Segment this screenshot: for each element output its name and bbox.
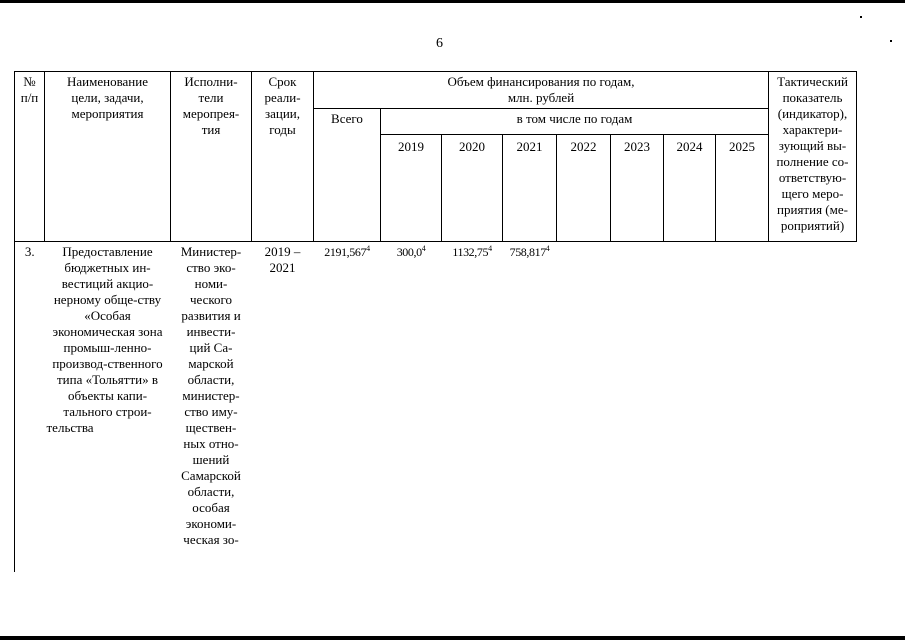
header-year-2023: 2023 [611, 135, 664, 242]
header-financing: Объем финансирования по годам, млн. рублей [314, 72, 769, 109]
page-top-border [0, 0, 905, 3]
row-2019-value: 300,0 [396, 245, 422, 259]
page-bottom-border [0, 636, 905, 640]
financing-table [14, 71, 857, 572]
row-2022 [557, 242, 611, 572]
row-2021-note: 4 [545, 244, 550, 253]
scan-speck [890, 40, 892, 42]
header-year-2022: 2022 [557, 135, 611, 242]
row-2019 [381, 242, 442, 572]
row-total [314, 242, 381, 572]
row-2021 [503, 242, 557, 572]
header-row-1 [15, 72, 857, 109]
row-executors: Министер- ство эко- номи- ческого развития и инвести- ций Са- марской области, министер- ство иму- ществен- ных отно- шений Самарской области, особая экономи- ческая зо- [180, 244, 242, 547]
header-year-2025: 2025 [716, 135, 769, 242]
row-2025 [716, 242, 769, 572]
header-name: Наименование цели, задачи, мероприятия [45, 72, 171, 242]
header-by-year: в том числе по годам [381, 109, 769, 135]
row-2024 [664, 242, 716, 572]
row-total-note: 4 [366, 244, 370, 253]
row-2021-value: 758,817 [509, 245, 546, 259]
row-2020-note: 4 [488, 244, 492, 253]
row-2023 [611, 242, 664, 572]
scan-speck [860, 16, 862, 18]
page-number: 6 [436, 36, 443, 51]
header-executors: Исполни- тели меропрея- тия [171, 72, 252, 242]
row-2019-note: 4 [421, 244, 426, 253]
row-name: Предоставление бюджетных ин-вестиций акцио-нерному обще-ству «Особая экономическая зона промыш-ленно-производ-ственного типа «Тольятти» в объекты капи-тального строи-тельства [46, 244, 163, 435]
row-total-value: 2191,567 [324, 245, 367, 259]
row-2020 [442, 242, 503, 572]
row-indicator [769, 242, 857, 572]
header-total: Всего [314, 109, 381, 242]
row-num: 3. [15, 242, 45, 572]
header-num: № п/п [15, 72, 45, 242]
header-year-2020: 2020 [442, 135, 503, 242]
header-year-2019: 2019 [381, 135, 442, 242]
row-2020-value: 1132,75 [452, 245, 489, 259]
header-term: Срок реали- зации, годы [252, 72, 314, 242]
row-term: 2019 – 2021 [264, 244, 301, 275]
header-indicator: Тактический показатель (индикатор), характери- зующий вы- полнение со- ответствую- щего меро- приятия (ме- роприятий) [769, 72, 857, 242]
header-year-2021: 2021 [503, 135, 557, 242]
header-year-2024: 2024 [664, 135, 716, 242]
table-row [15, 242, 857, 572]
